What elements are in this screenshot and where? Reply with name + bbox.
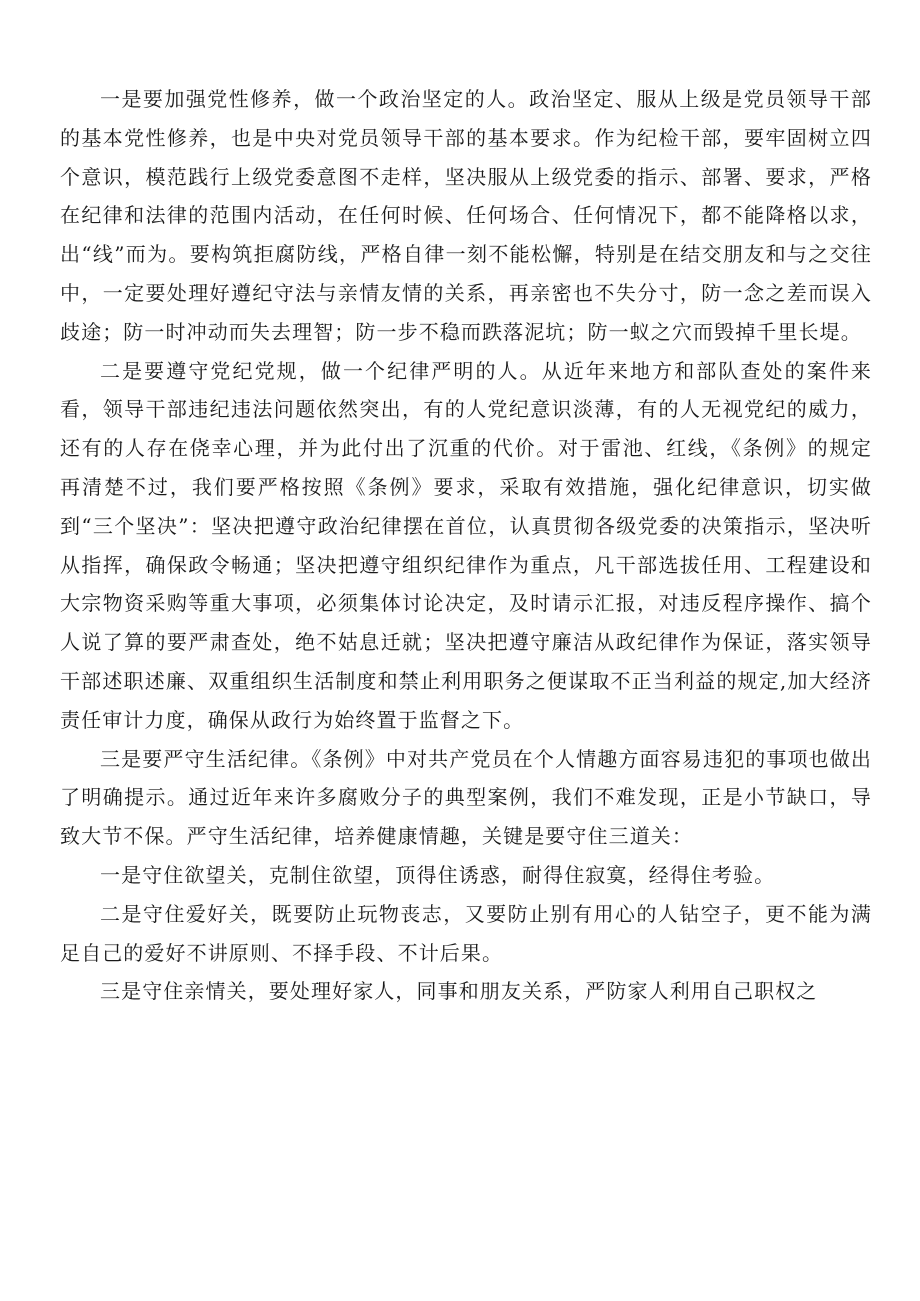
paragraph-desire-gate: 一是守住欲望关，克制住欲望，顶得住诱惑，耐得住寂寞，经得住考验。 [100, 862, 776, 887]
paragraph-life-discipline: 三是要严守生活纪律。《条例》中对共产党员在个人情趣方面容易违犯的事项也做出了明确提示。通过近年来许多腐败分子的典型案例，我们不难发现，正是小节缺口，导致大节不保。严守生活纪律，培养健康情趣，关键是要守住三道关： [60, 746, 872, 849]
document-page [60, 80, 872, 1011]
paragraph-party-discipline: 二是要遵守党纪党规，做一个纪律严明的人。从近年来地方和部队查处的案件来看，领导干部违纪违法问题依然突出，有的人党纪意识淡薄，有的人无视党纪的威力，还有的人存在侥幸心理，并为此付出了沉重的代价。对于雷池、红线，《条例》的规定再清楚不过，我们要严格按照《条例》要求，采取有效措施，强化纪律意识，切实做到“三个坚决”：坚决把遵守政治纪律摆在首位，认真贯彻各级党委的决策指示，坚决听从指挥，确保政令畅通；坚决把遵守组织纪律作为重点，凡干部选拔任用、工程建设和大宗物资采购等重大事项，必须集体讨论决定，及时请示汇报，对违反程序操作、搞个人说了算的要严肃查处，绝不姑息迁就；坚决把遵守廉洁从政纪律作为保证，落实领导干部述职述廉、双重组织生活制度和禁止利用职务之便谋取不正当利益的规定,加大经济责任审计力度，确保从政行为始终置于监督之下。 [60, 358, 872, 732]
paragraph-family-gate: 三是守住亲情关，要处理好家人，同事和朋友关系，严防家人利用自己职权之 [100, 979, 818, 1004]
paragraph-hobby-gate: 二是守住爱好关，既要防止玩物丧志，又要防止别有用心的人钻空子，更不能为满足自己的爱好不讲原则、不择手段、不计后果。 [60, 901, 872, 965]
paragraph-party-spirit: 一是要加强党性修养，做一个政治坚定的人。政治坚定、服从上级是党员领导干部的基本党性修养，也是中央对党员领导干部的基本要求。作为纪检干部，要牢固树立四个意识，模范践行上级党委意图不走样，坚决服从上级党委的指示、部署、要求，严格在纪律和法律的范围内活动，在任何时候、任何场合、任何情况下，都不能降格以求，出“线”而为。要构筑拒腐防线，严格自律一刻不能松懈，特别是在结交朋友和与之交往中，一定要处理好遵纪守法与亲情友情的关系，再亲密也不失分寸，防一念之差而误入歧途；防一时冲动而失去理智；防一步不稳而跌落泥坑；防一蚁之穴而毁掉千里长堤。 [60, 87, 872, 344]
